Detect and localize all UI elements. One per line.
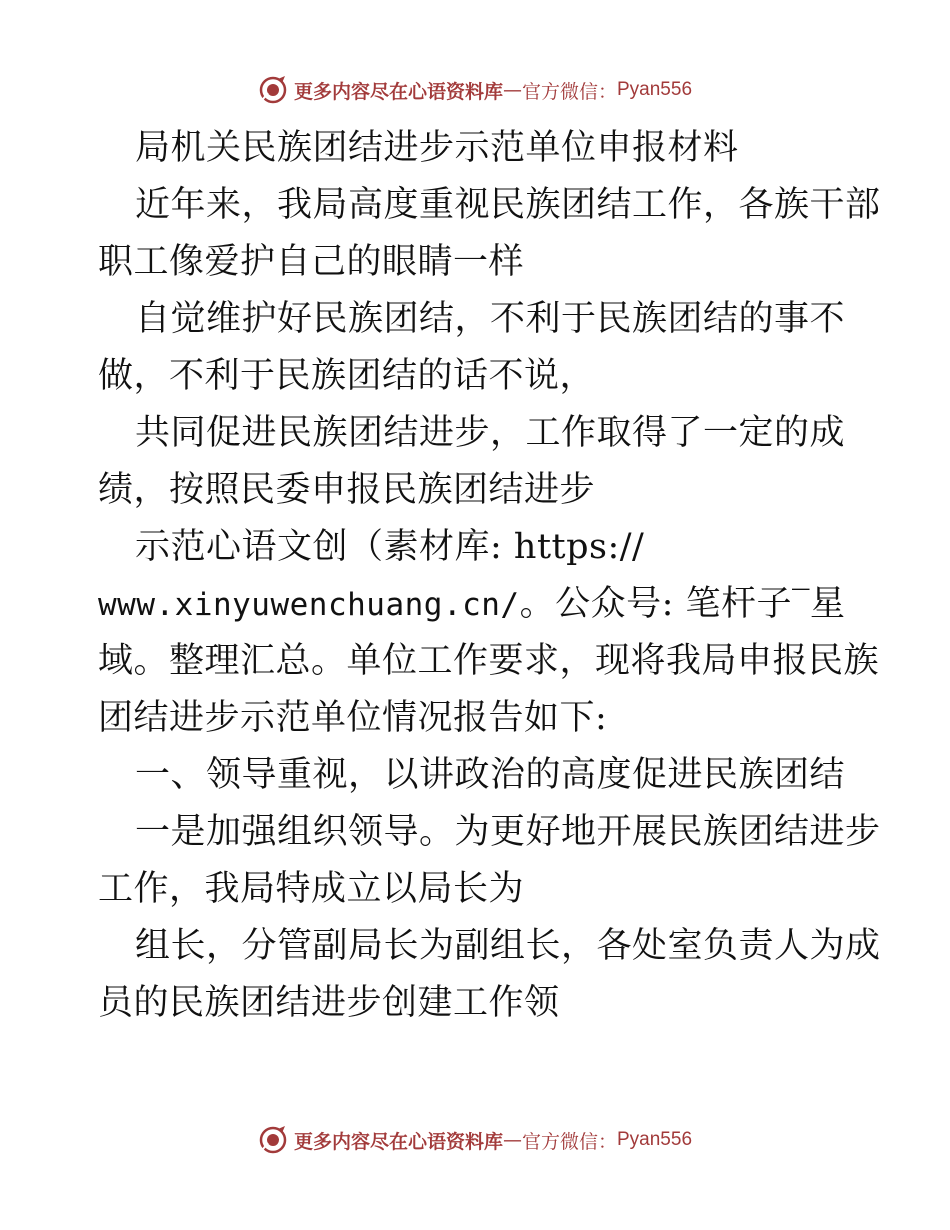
paragraph-line: 域。整理汇总。单位工作要求，现将我局申报民族 [98,641,880,681]
paragraph-line: www.xinyuwenchuang.cn/。公众号: 笔杆子‾星 [98,584,846,624]
banner-wechat-label: 官方微信： [521,1130,617,1153]
paragraph-line: 共同促进民族团结进步，工作取得了一定的成 [135,413,846,453]
paragraph-line: 示范心语文创（素材库: https:// [135,527,645,567]
header-banner [0,70,950,110]
banner-wechat-label: 官方微信： [521,80,617,103]
paragraph-line: 一是加强组织领导。为更好地开展民族团结进步 [135,812,881,852]
footer-banner [0,1120,950,1160]
paragraph-line: 绩，按照民委申报民族团结进步 [98,470,596,510]
banner-separator: — [502,1129,522,1151]
paragraph-line: 员的民族团结进步创建工作领 [98,983,560,1023]
paragraph-line: 工作，我局特成立以局长为 [98,869,525,909]
paragraph-line: 团结进步示范单位情况报告如下: [98,698,608,738]
paragraph-line: 职工像爱护自己的眼睛一样 [98,242,525,282]
banner-title: 更多内容尽在心语资料库 [293,1130,503,1153]
document-body [98,120,881,1032]
paragraph-line: 组长，分管副局长为副组长，各处室负责人为成 [135,926,881,966]
section-heading: 一、领导重视，以讲政治的高度促进民族团结 [135,755,846,795]
paragraph-line: 做，不利于民族团结的话不说， [98,356,596,396]
banner-title: 更多内容尽在心语资料库 [293,80,503,103]
document-title: 局机关民族团结进步示范单位申报材料 [135,128,739,168]
paragraph-line: 近年来，我局高度重视民族团结工作，各族干部 [135,185,881,225]
banner-wechat-id: Pyan556 [617,1129,693,1150]
pen-circle-logo-icon [258,75,288,105]
banner-separator: — [502,79,522,101]
banner-wechat-id: Pyan556 [617,79,693,100]
pen-circle-logo-icon [258,1125,288,1155]
paragraph-line: 自觉维护好民族团结，不利于民族团结的事不 [135,299,846,339]
